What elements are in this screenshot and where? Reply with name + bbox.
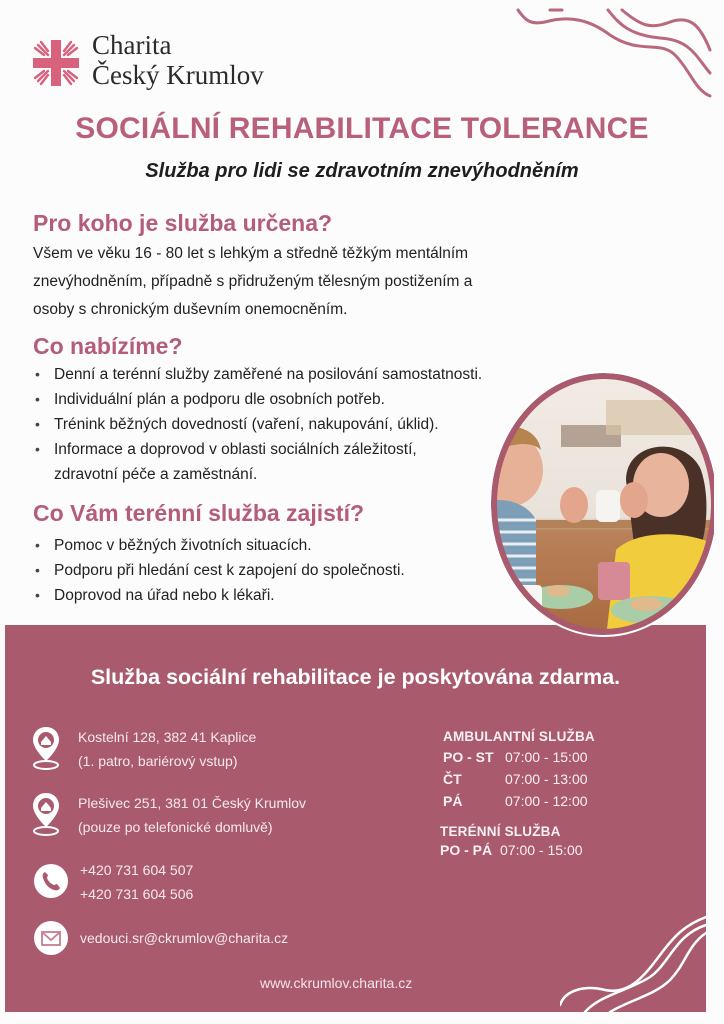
location-home-icon [31, 791, 61, 837]
hours-row [443, 746, 595, 768]
decorative-waves-bottom-icon [560, 905, 706, 1012]
address-line: Kostelní 128, 382 41 Kaplice [78, 729, 257, 745]
free-service-headline: Služba sociální rehabilitace je poskytována zdarma. [90, 665, 621, 689]
phone-number-link[interactable]: +420 731 604 507 [80, 862, 194, 878]
hours-time: 07:00 - 15:00 [500, 842, 583, 858]
page-subtitle: Služba pro lidi se zdravotním znevýhodněním [145, 160, 579, 182]
hours-time: 07:00 - 13:00 [505, 771, 588, 787]
field-service-title: TERÉNNÍ SLUŽBA [440, 824, 561, 839]
list-item: • Podporu při hledání cest k zapojení do společnosti. [33, 558, 503, 583]
photo-two-people-laughing [486, 370, 714, 638]
hours-days: ČT [443, 771, 462, 787]
contact-panel [5, 625, 706, 1012]
phone-icon [33, 863, 69, 899]
hours-days: PO - PÁ [440, 842, 493, 858]
hours-row [443, 790, 595, 812]
text-line: osoby s chronickým duševním onemocněním. [33, 301, 348, 318]
hours-time: 07:00 - 15:00 [505, 749, 588, 765]
logo-line-2: Český Krumlov [92, 60, 264, 90]
phone-numbers [80, 858, 193, 906]
hours-row [443, 768, 595, 790]
hours-days: PO - ST [443, 749, 494, 765]
decorative-waves-top-icon [500, 0, 724, 105]
page-title: SOCIÁLNÍ REHABILITACE TOLERANCE [75, 112, 649, 145]
section-heading-offer: Co nabízíme? [33, 333, 183, 359]
list-item: • Trénink běžných dovedností (vaření, nakupování, úklid). [33, 412, 503, 437]
logo-line-1: Charita [92, 30, 172, 60]
section-heading-target: Pro koho je služba určena? [33, 210, 333, 236]
section-target-text [33, 240, 503, 324]
hours-row [440, 839, 595, 861]
hours-days: PÁ [443, 793, 463, 809]
text-line: znevýhodněním, případně s přidruženým tělesným postižením a [33, 273, 473, 290]
field-list [33, 533, 503, 608]
caritas-cross-icon [30, 37, 82, 89]
address-note: (1. patro, bariérový vstup) [78, 753, 238, 769]
address-kaplice [78, 725, 256, 773]
hours-time: 07:00 - 12:00 [505, 793, 588, 809]
address-line: Plešivec 251, 381 01 Český Krumlov [78, 795, 306, 811]
text-line: Všem ve věku 16 - 80 let s lehkým a středně těžkým mentálním [33, 245, 469, 262]
list-item: • Denní a terénní služby zaměřené na posilování samostatnosti. [33, 362, 503, 387]
opening-hours [440, 729, 595, 861]
offer-list [33, 362, 503, 487]
ambulant-service-title: AMBULANTNÍ SLUŽBA [443, 729, 595, 744]
website-link[interactable]: www.ckrumlov.charita.cz [260, 975, 413, 991]
list-item: • Informace a doprovod v oblasti sociálních záležitostí, zdravotní péče a zaměstnání. [33, 437, 454, 487]
logo-text [92, 30, 264, 90]
address-note: (pouze po telefonické domluvě) [78, 819, 273, 835]
list-item: • Individuální plán a podporu dle osobních potřeb. [33, 387, 503, 412]
section-heading-field: Co Vám terénní služba zajistí? [33, 500, 365, 526]
list-item: • Pomoc v běžných životních situacích. [33, 533, 503, 558]
mail-icon [33, 920, 69, 956]
address-cesky-krumlov [78, 791, 306, 839]
list-item: • Doprovod na úřad nebo k lékaři. [33, 583, 503, 608]
email-link[interactable]: vedouci.sr@ckrumlov@charita.cz [80, 930, 289, 946]
location-home-icon [31, 725, 61, 771]
phone-number-link[interactable]: +420 731 604 506 [80, 886, 194, 902]
